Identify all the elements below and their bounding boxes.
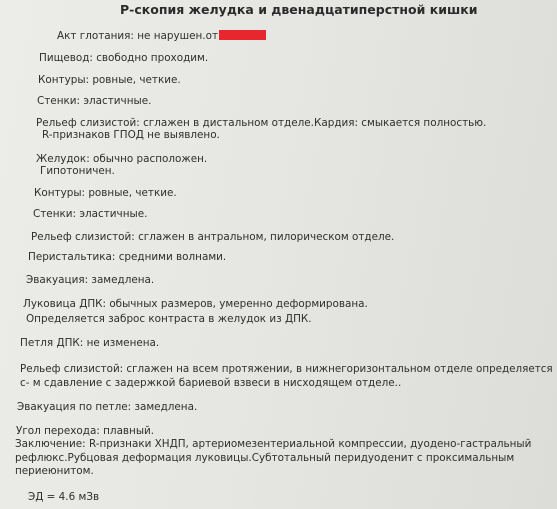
- document-title: Р-скопия желудка и двенадцатиперстной кишки: [120, 2, 478, 17]
- report-line: Гипотоничен.: [40, 165, 115, 177]
- report-line: ЭД = 4.6 мЗв: [28, 491, 100, 503]
- report-line: Определяется заброс контраста в желудок из ДПК.: [26, 313, 312, 325]
- report-line: с- м сдавление с задержкой бариевой взвеси в нисходящем отделе..: [20, 377, 402, 389]
- report-line: Луковица ДПК: обычных размеров, умеренно деформирована.: [23, 298, 368, 310]
- report-line: Эвакуация: замедлена.: [26, 274, 155, 286]
- report-line: Угол перехода: плавный.: [16, 425, 155, 437]
- report-line: Заключение: R-признаки ХНДП, артериомезентериальной компрессии, дуодено-гастральный: [15, 438, 532, 450]
- report-line: рефлюкс.Рубцовая деформация луковицы.Субтотальный перидуоденит с проксимальным: [15, 452, 515, 464]
- report-line: Желудок: обычно расположен.: [36, 153, 208, 165]
- swallowing-text: Акт глотания: не нарушен.от: [57, 30, 219, 42]
- report-line: Рельеф слизистой: сглажен на всем протяжении, в нижнегоризонтальном отделе определяется: [20, 363, 553, 375]
- report-line: Перистальтика: средними волнами.: [28, 251, 227, 263]
- report-line: Контуры: ровные, четкие.: [34, 187, 177, 199]
- report-line: R-признаков ГПОД не выявлено.: [42, 129, 220, 141]
- redaction-mark: [219, 30, 266, 40]
- report-line: периеюнитом.: [15, 465, 94, 477]
- report-line: Стенки: эластичные.: [33, 208, 148, 220]
- report-line: Петля ДПК: не изменена.: [20, 337, 160, 349]
- report-line: Эвакуация по петле: замедлена.: [17, 401, 198, 413]
- report-line: Рельеф слизистой: сглажен в антральном, пилорическом отделе.: [31, 231, 395, 243]
- swallowing-line: [57, 30, 266, 42]
- report-line: Рельеф слизистой: сглажен в дистальном отделе.Кардия: смыкается полностью.: [36, 117, 487, 129]
- report-line: Контуры: ровные, четкие.: [38, 74, 181, 86]
- report-line: Пищевод: свободно проходим.: [39, 52, 209, 64]
- report-line: Стенки: эластичные.: [37, 95, 152, 107]
